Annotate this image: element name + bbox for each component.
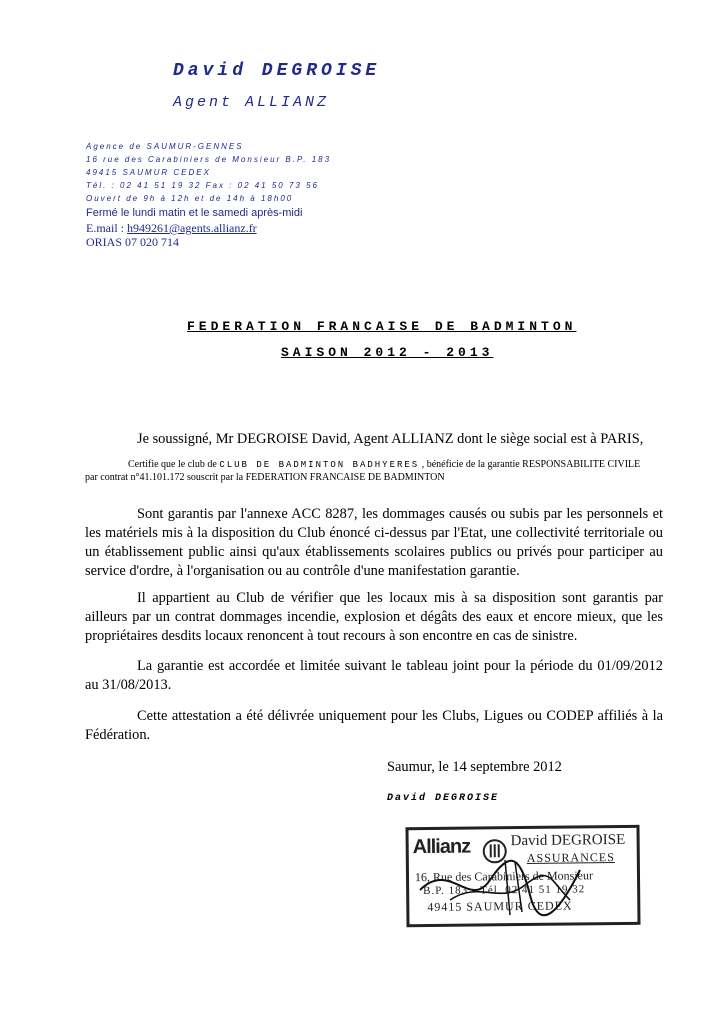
email-line — [86, 221, 257, 236]
paragraph-coverage: Sont garantis par l'annexe ACC 8287, les dommages causés ou subis par les personnels et les matériels mis à la disposition du Club énoncé ci-dessus par l'Etat, une collectivité territoriale ou un établissement public ainsi qu'aux établissements scolaires publics ou privés pour participer au service d'ordre, à l'organisation ou au contrôle d'une manifestation garantie. — [85, 506, 663, 579]
club-name: CLUB DE BADMINTON BADHYERES — [219, 460, 420, 470]
address-line: 16 rue des Carabiniers de Monsieur B.P. 183 — [86, 155, 332, 164]
allianz-logo: Allianz — [412, 835, 471, 859]
season-title: SAISON 2012 - 2013 — [281, 345, 494, 360]
email-link[interactable]: h949261@agents.allianz.fr — [127, 221, 257, 235]
document-title: FEDERATION FRANCAISE DE BADMINTON — [187, 319, 577, 334]
stamp-address: 16, Rue des Carabiniers de Monsieur — [414, 868, 594, 885]
certify-prefix: Certifie que le club de — [128, 459, 220, 470]
intro-sentence: Je soussigné, Mr DEGROISE David, Agent ALLIANZ dont le siège social est à PARIS, — [137, 431, 644, 447]
stamp-phone: B.P. 183 - Tél. 02 41 51 19 32 — [423, 883, 586, 898]
paragraph-validity: Cette attestation a été délivrée uniquement pour les Clubs, Ligues ou CODEP affiliés à la Fédération. — [85, 708, 663, 743]
place-date: Saumur, le 14 septembre 2012 — [387, 759, 562, 775]
stamp-subtitle: ASSURANCES — [526, 850, 615, 865]
address-line: 49415 SAUMUR CEDEX — [86, 168, 211, 177]
email-label: E.mail : — [86, 221, 127, 235]
certify-suffix: , bénéficie de la garantie RESPONSABILITE CIVILE — [419, 459, 641, 470]
address-line: Agence de SAUMUR-GENNES — [86, 142, 244, 151]
paragraph-period: La garantie est accordée et limitée suivant le tableau joint pour la période du 01/09/2012 au 31/08/2013. — [85, 658, 663, 693]
agent-role: Agent ALLIANZ — [173, 94, 330, 111]
handwritten-signature — [410, 850, 590, 920]
stamp-city: 49415 SAUMUR CEDEX — [427, 898, 573, 915]
certify-line — [128, 459, 640, 470]
contract-line: par contrat n°41.101.172 souscrit par la FEDERATION FRANCAISE DE BADMINTON — [85, 472, 445, 483]
opening-note: Fermé le lundi matin et le samedi après-midi — [86, 207, 303, 219]
stamp-name: David DEGROISE — [510, 831, 626, 850]
orias-number: ORIAS 07 020 714 — [86, 235, 180, 249]
signatory-name: David DEGROISE — [387, 793, 500, 804]
address-line: Tél. : 02 41 51 19 32 Fax : 02 41 50 73 56 — [86, 181, 319, 190]
agent-name: David DEGROISE — [173, 61, 381, 81]
address-line: Ouvert de 9h à 12h et de 14h à 18h00 — [86, 194, 294, 203]
paragraph-premises: Il appartient au Club de vérifier que les locaux mis à sa disposition sont garantis par ailleurs par un contrat dommages incendie, explosion et dégâts des eaux et encore mieux, que les propriétaires desdits locaux renoncent à tout recours à son encontre en cas de sinistre. — [85, 590, 663, 644]
